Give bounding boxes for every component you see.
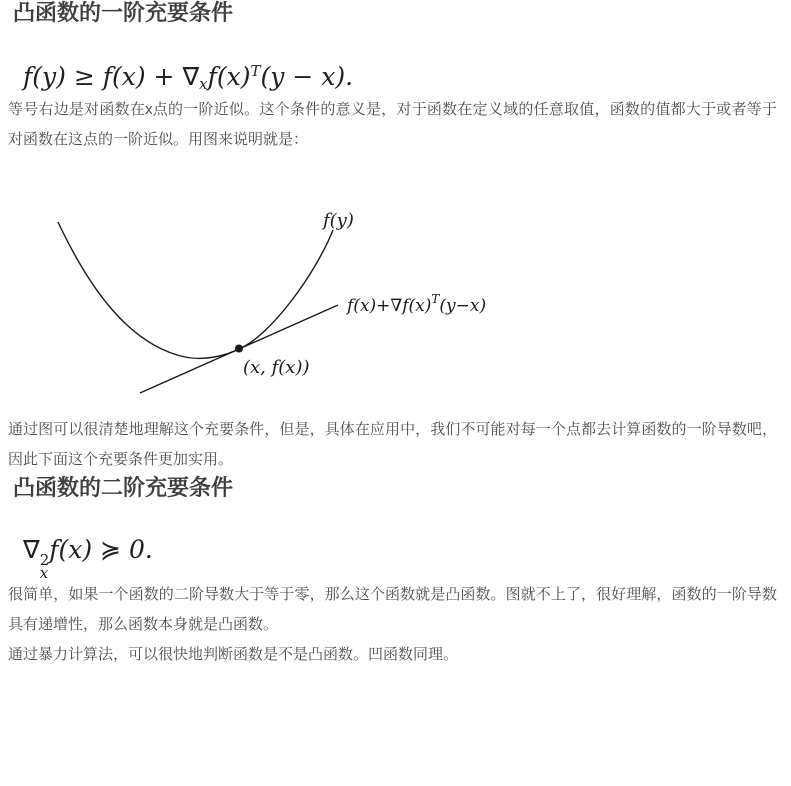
tangent-label-end: (y−x) bbox=[439, 296, 487, 316]
formula-tail: (y − x). bbox=[260, 62, 354, 91]
tangent-label-main: f(x)+∇f(x) bbox=[347, 296, 432, 316]
paragraph-after-figure: 通过图可以很清楚地理解这个充要条件，但是，具体在应用中，我们不可能对每一个点都去计算函数的一阶导数吧，因此下面这个充要条件更加实用。 bbox=[8, 421, 777, 468]
curve-label: f(y) bbox=[323, 210, 354, 231]
point-label: (x, f(x)) bbox=[243, 357, 310, 378]
formula-second-order bbox=[23, 532, 777, 580]
nabla-subscript: x bbox=[199, 75, 208, 93]
nabla-symbol: ∇ bbox=[23, 535, 40, 564]
nabla-squared-sub-x bbox=[39, 551, 50, 582]
transpose-superscript: T bbox=[250, 62, 261, 80]
heading-first-order-condition: 凸函数的一阶充要条件 bbox=[13, 0, 234, 25]
convex-function-figure bbox=[30, 195, 550, 415]
formula-first-order bbox=[23, 59, 777, 95]
nabla-symbol: ∇ bbox=[182, 62, 200, 91]
succeq-symbol: ≽ bbox=[100, 535, 122, 564]
convex-curve bbox=[58, 222, 333, 358]
formula-mid: f(x) bbox=[49, 535, 101, 564]
tangent-label-transpose: T bbox=[431, 292, 440, 306]
formula-tail: 0. bbox=[121, 535, 153, 564]
formula-mid: f(x) bbox=[207, 62, 251, 91]
figure-canvas bbox=[30, 195, 550, 415]
heading-second-order-condition: 凸函数的二阶充要条件 bbox=[13, 475, 234, 500]
superscript-2: 2 bbox=[39, 551, 50, 569]
tangent-line-label bbox=[345, 292, 486, 316]
paragraph-first-order-intro: 等号右边是对函数在x点的一阶近似。这个条件的意义是，对于函数在定义域的任意取值，函数的值都大于或者等于对函数在这点的一阶近似。用图来说明就是： bbox=[8, 101, 777, 148]
tangent-point-dot bbox=[235, 345, 243, 353]
paragraph-second-order-explain: 很简单，如果一个函数的二阶导数大于等于零，那么这个函数就是凸函数。图就不上了，很好理解，函数的一阶导数具有递增性，那么函数本身就是凸函数。 bbox=[8, 586, 777, 633]
formula-lead: f(y) ≥ f(x) + bbox=[23, 62, 183, 91]
paragraph-final: 通过暴力计算法，可以很快地判断函数是不是凸函数。凹函数同理。 bbox=[8, 646, 459, 663]
subscript-x: x bbox=[39, 564, 49, 582]
